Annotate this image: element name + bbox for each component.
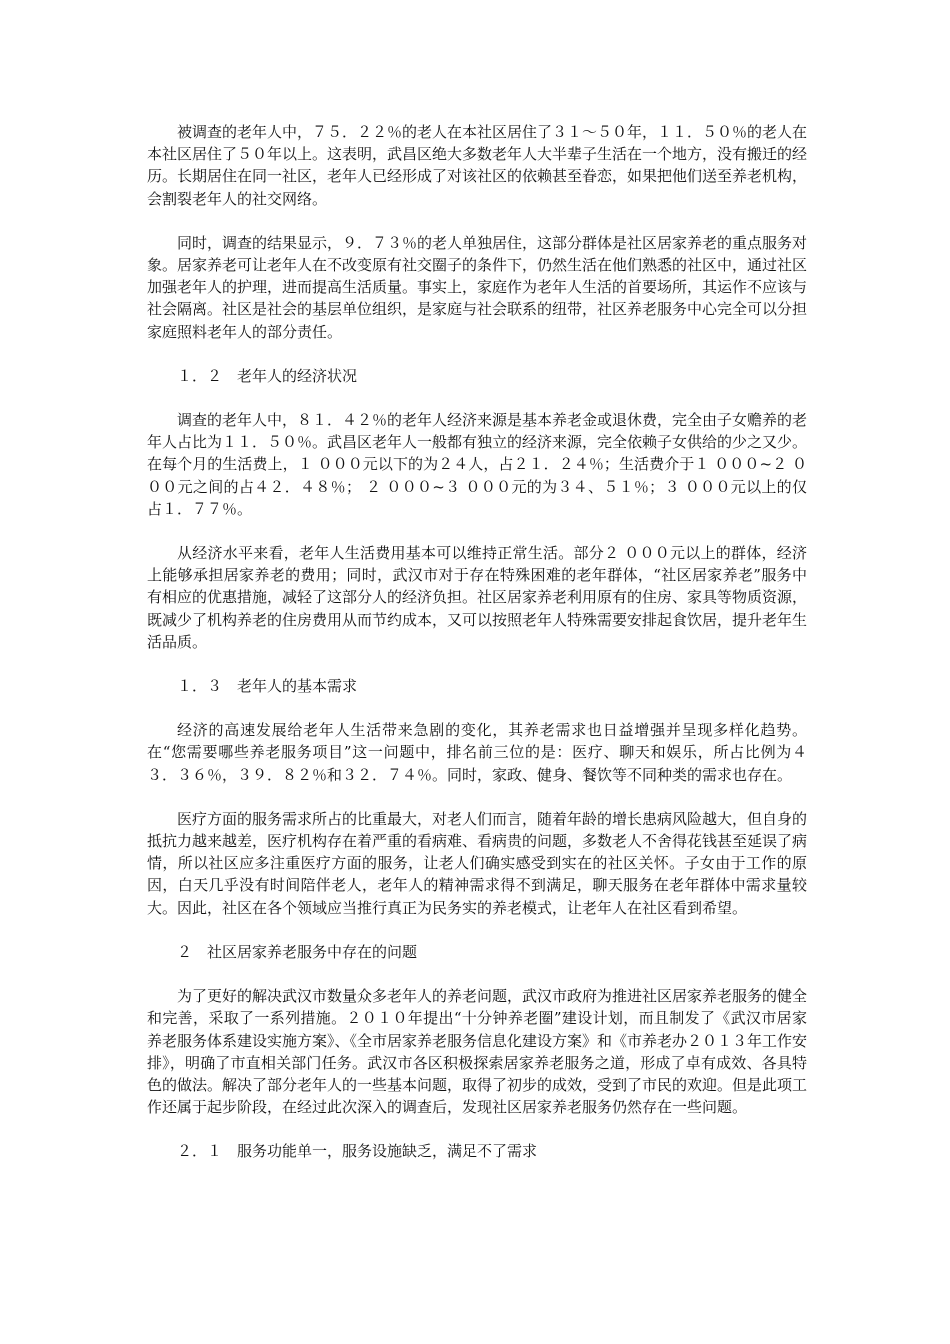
paragraph: 调查的老年人中，８１．４２％的老年人经济来源是基本养老金或退休费，完全由子女赡养的老年人占比为１１．５０％。武昌区老年人一般都有独立的经济来源，完全依赖子女供给的少之又少。在每个月的生活费上，１ ０００元以下的为２４人，占２１．２４％；生活费介于１ ０００~２ ０００元之间的占４２．４８％； ２ ０００~３ ０００元的为３４、５１％；３ ０００元以上的仅占１．７７％。	[147, 411, 808, 518]
paragraph: 从经济水平来看，老年人生活费用基本可以维持正常生活。部分２ ０００元以上的群体，经济上能够承担居家养老的费用；同时，武汉市对于存在特殊困难的老年群体，“社区居家养老”服务中有相应的优惠措施，减轻了这部分人的经济负担。社区居家养老利用原有的住房、家具等物质资源，既减少了机构养老的住房费用从而节约成本，又可以按照老年人特殊需要安排起食饮居，提升老年生活品质。	[147, 544, 808, 651]
paragraph-gap	[147, 963, 807, 985]
paragraph-gap	[147, 210, 807, 232]
section-heading: １．３ 老年人的基本需求	[177, 677, 358, 696]
paragraph-gap	[147, 343, 807, 365]
section-heading: ２ 社区居家养老服务中存在的问题	[177, 942, 418, 961]
paragraph-gap	[147, 786, 807, 808]
paragraph-gap	[147, 653, 807, 675]
paragraph: 为了更好的解决武汉市数量众多老年人的养老问题，武汉市政府为推进社区居家养老服务的健全和完善，采取了一系列措施。２０１０年提出“十分钟养老圈”建设计划，而且制发了《武汉市居家养老服务体系建设实施方案》、《全市居家养老服务信息化建设方案》和《市养老办２０１３年工作安排》，明确了市直相关部门任务。武汉市各区积极探索居家养老服务之道，形成了卓有成效、各具特色的做法。解决了部分老年人的一些基本问题，取得了初步的成效，受到了市民的欢迎。但是此项工作还属于起步阶段，在经过此次深入的调查后，发现社区居家养老服务仍然存在一些问题。	[147, 987, 808, 1117]
paragraph: 经济的高速发展给老年人生活带来急剧的变化，其养老需求也日益增强并呈现多样化趋势。在“您需要哪些养老服务项目”这一问题中，排名前三位的是：医疗、聊天和娱乐，所占比例为４３．３６％，３９．８２％和３２．７４％。同时，家政、健身、餐饮等不同种类的需求也存在。	[147, 721, 807, 784]
document-page	[147, 121, 807, 1163]
paragraph: 医疗方面的服务需求所占的比重最大，对老人们而言，随着年龄的增长患病风险越大，但自身的抵抗力越来越差，医疗机构存在着严重的看病难、看病贵的问题，多数老人不舍得花钱甚至延误了病情，所以社区应多注重医疗方面的服务，让老人们确实感受到实在的社区关怀。子女由于工作的原因，白天几乎没有时间陪伴老人，老年人的精神需求得不到满足，聊天服务在老年群体中需求量较大。因此，社区在各个领域应当推行真正为民务实的养老模式，让老年人在社区看到希望。	[147, 809, 808, 917]
paragraph-gap	[147, 919, 807, 941]
paragraph-gap	[147, 697, 807, 719]
paragraph: 同时，调查的结果显示，９．７３％的老人单独居住，这部分群体是社区居家养老的重点服务对象。居家养老可让老年人在不改变原有社交圈子的条件下，仍然生活在他们熟悉的社区中，通过社区加强老年人的护理，进而提高生活质量。事实上，家庭作为老年人生活的首要场所，其运作不应该与社会隔离。社区是社会的基层单位组织，是家庭与社会联系的纽带，社区养老服务中心完全可以分担家庭照料老年人的部分责任。	[147, 233, 808, 341]
paragraph-gap	[147, 387, 807, 409]
paragraph: 被调查的老年人中，７５．２２％的老人在本社区居住了３１～５０年，１１．５０％的老人在本社区居住了５０年以上。这表明，武昌区绝大多数老年人大半辈子生活在一个地方，没有搬迁的经历。长期居住在同一社区，老年人已经形成了对该社区的依赖甚至眷恋，如果把他们送至养老机构，会割裂老年人的社交网络。	[147, 123, 808, 208]
section-heading: １．２ 老年人的经济状况	[177, 366, 358, 385]
section-heading: ２．１ 服务功能单一，服务设施缺乏，满足不了需求	[177, 1142, 538, 1161]
paragraph-gap	[147, 520, 807, 542]
paragraph-gap	[147, 1118, 807, 1140]
